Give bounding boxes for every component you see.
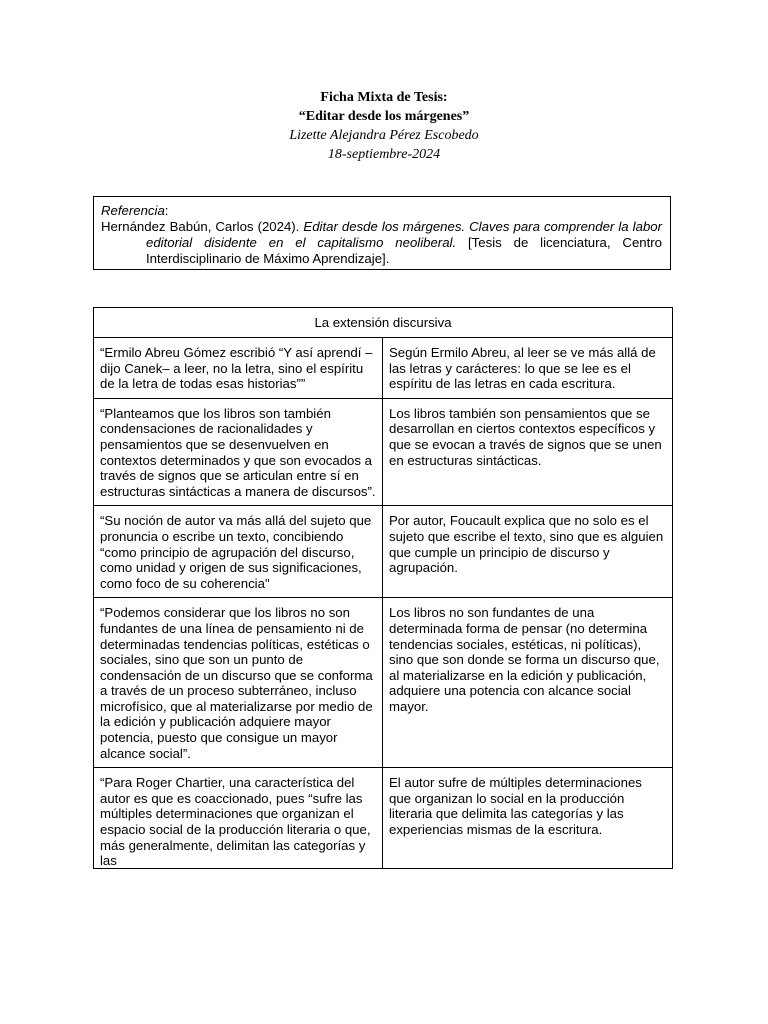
- reference-colon: :: [164, 203, 169, 218]
- document-title: Ficha Mixta de Tesis:: [320, 90, 448, 105]
- reference-title: Editar desde los márgenes. Claves para comprender la labor editorial disidente en el capitalismo neoliberal.: [146, 219, 663, 250]
- paraphrase-cell: Los libros no son fundantes de una determinada forma de pensar (no determina tendencias sociales, estéticas, ni políticas), sino que son donde se forma un discurso que, al materializarse en la edición y publicación, adquiere una potencia con alcance social mayor.: [383, 598, 673, 768]
- quote-cell: “Podemos considerar que los libros no son fundantes de una línea de pensamiento ni de determinadas tendencias políticas, estéticas o sociales, sino que son un punto de condensación de un discurso que se conforma a través de un proceso subterráneo, incluso microfísico, que al materializarse por medio de la edición y publicación adquiere mayor potencia, puesto que consigue un mayor alcance social”.: [94, 598, 383, 768]
- reference-entry: [101, 219, 662, 267]
- paraphrase-cell: Por autor, Foucault explica que no solo es el sujeto que escribe el texto, sino que es alguien que cumple un principio de discurso y agrupación.: [383, 506, 673, 598]
- table-header-row: [94, 308, 673, 338]
- table-row: [94, 338, 673, 399]
- table-row: [94, 768, 673, 869]
- reference-author-year: Hernández Babún, Carlos (2024).: [101, 219, 304, 234]
- quote-cell: [94, 768, 383, 869]
- table-heading: La extensión discursiva: [94, 308, 673, 338]
- paraphrase-cell: [383, 768, 673, 869]
- table-row: [94, 506, 673, 598]
- paraphrase-cell: Los libros también son pensamientos que se desarrollan en ciertos contextos específicos y que se evocan a través de signos que se unen en estructuras sintácticas.: [383, 398, 673, 506]
- quote-cell-text: “Para Roger Chartier, una característica del autor es que es coaccionado, pues “sufre las múltiples determinaciones que organizan el espacio social de la producción literaria o que, más generalmente, delimitan las categorías y las: [100, 775, 371, 868]
- author-name: Lizette Alejandra Pérez Escobedo: [289, 128, 479, 143]
- reference-label-line: [101, 203, 662, 219]
- reference-details: [Tesis de licenciatura, Centro Interdisciplinario de Máximo Aprendizaje].: [146, 235, 662, 266]
- discourse-table: [93, 307, 673, 869]
- paraphrase-cell: Según Ermilo Abreu, al leer se ve más allá de las letras y carácteres: lo que se lee es el espíritu de las letras en cada escritura.: [383, 338, 673, 399]
- reference-box: [93, 196, 671, 270]
- reference-label: Referencia: [101, 203, 165, 218]
- quote-cell: “Su noción de autor va más allá del sujeto que pronuncia o escribe un texto, concibiendo “como principio de agrupación del discurso, como unidad y origen de sus significaciones, como foco de su coherencia": [94, 506, 383, 598]
- quote-cell: “Ermilo Abreu Gómez escribió “Y así aprendí –dijo Canek– a leer, no la letra, sino el espíritu de la letra de todas esas historias””: [94, 338, 383, 399]
- document-date: 18-septiembre-2024: [327, 147, 441, 162]
- thesis-title: “Editar desde los márgenes”: [298, 109, 470, 124]
- quote-cell: “Planteamos que los libros son también condensaciones de racionalidades y pensamientos que se desenvuelven en contextos determinados y que son evocados a través de signos que se articulan entre sí en estructuras sintácticas a manera de discursos”.: [94, 398, 383, 506]
- table-row: [94, 398, 673, 506]
- document-header: [0, 88, 768, 164]
- paraphrase-cell-text: El autor sufre de múltiples determinaciones que organizan lo social en la producción literaria que delimita las categorías y las experiencias mismas de la escritura.: [389, 775, 642, 838]
- table-row: [94, 598, 673, 768]
